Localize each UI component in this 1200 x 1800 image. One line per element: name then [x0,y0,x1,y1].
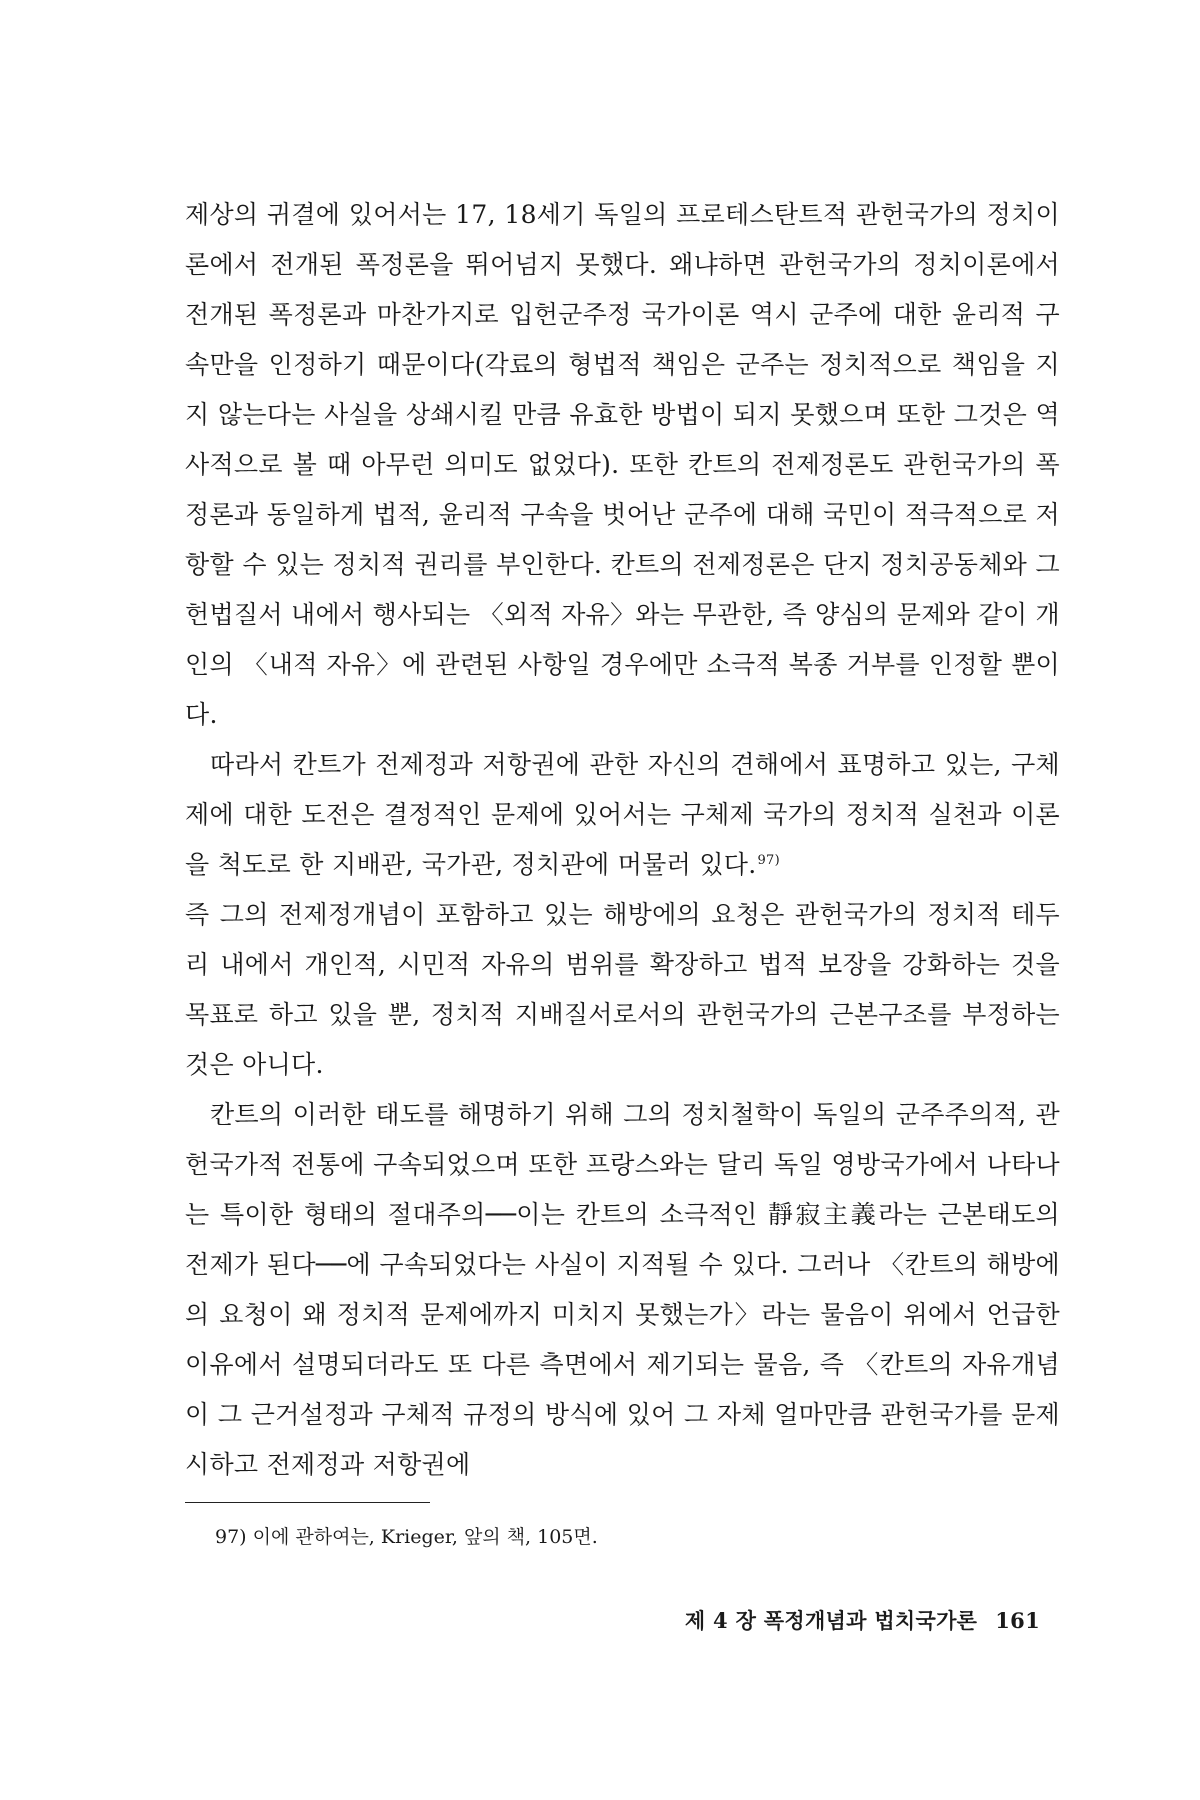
footnote-reference: 97) [757,852,780,868]
chapter-title: 제 4 장 폭정개념과 법치국가론 [684,1608,978,1633]
paragraph-3: 즉 그의 전제정개념이 포함하고 있는 해방에의 요청은 관헌국가의 정치적 테두리 내에서 개인적, 시민적 자유의 범위를 확장하고 법적 보장을 강화하는 것을 목표로 하고 있을 뿐, 정치적 지배질서로서의 관헌국가의 근본구조를 부정하는 것은 아니다. [185,900,1060,1079]
running-footer [685,1605,1040,1635]
body-text [185,190,1060,1490]
paragraph-2 [185,740,1060,890]
paragraph-4: 칸트의 이러한 태도를 해명하기 위해 그의 정치철학이 독일의 군주주의적, 관헌국가적 전통에 구속되었으며 또한 프랑스와는 달리 독일 영방국가에서 나타나는 특이한 형태의 절대주의──이는 칸트의 소극적인 靜寂主義라는 근본태도의 전제가 된다──에 구속되었다는 사실이 지적될 수 있다. 그러나 〈칸트의 해방에의 요청이 왜 정치적 문제에까지 미치지 못했는가〉라는 물음이 위에서 언급한 이유에서 설명되더라도 또 다른 측면에서 제기되는 물음, 즉 〈칸트의 자유개념이 그 근거설정과 구체적 규정의 방식에 있어 그 자체 얼마만큼 관헌국가를 문제시하고 전제정과 저항권에 [185,1100,1060,1479]
paragraph-1: 제상의 귀결에 있어서는 17, 18세기 독일의 프로테스탄트적 관헌국가의 정치이론에서 전개된 폭정론을 뛰어넘지 못했다. 왜냐하면 관헌국가의 정치이론에서 전개된 폭정론과 마찬가지로 입헌군주정 국가이론 역시 군주에 대한 윤리적 구속만을 인정하기 때문이다(각료의 형법적 책임은 군주는 정치적으로 책임을 지지 않는다는 사실을 상쇄시킬 만큼 유효한 방법이 되지 못했으며 또한 그것은 역사적으로 볼 때 아무런 의미도 없었다). 또한 칸트의 전제정론도 관헌국가의 폭정론과 동일하게 법적, 윤리적 구속을 벗어난 군주에 대해 국민이 적극적으로 저항할 수 있는 정치적 권리를 부인한다. 칸트의 전제정론은 단지 정치공동체와 그 헌법질서 내에서 행사되는 〈외적 자유〉와는 무관한, 즉 양심의 문제와 같이 개인의 〈내적 자유〉에 관련된 사항일 경우에만 소극적 복종 거부를 인정할 뿐이다. [185,200,1060,729]
footnote: 97) 이에 관하여는, Krieger, 앞의 책, 105면. [215,1526,598,1548]
page-number: 161 [995,1608,1040,1633]
paragraph-2-text: 따라서 칸트가 전제정과 저항권에 관한 자신의 견해에서 표명하고 있는, 구체제에 대한 도전은 결정적인 문제에 있어서는 구체제 국가의 정치적 실천과 이론을 척도로 한 지배관, 국가관, 정치관에 머물러 있다. [185,750,1060,879]
footnote-divider [185,1502,430,1503]
